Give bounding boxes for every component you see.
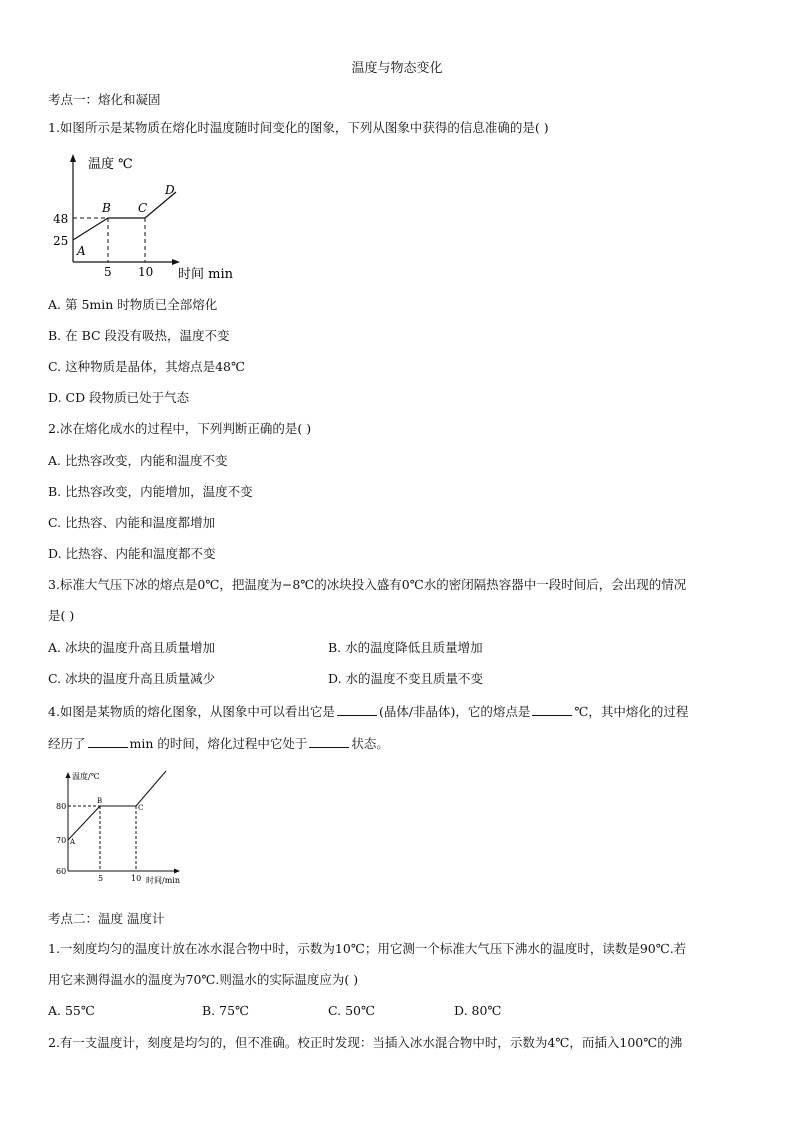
q1-graph-point-b: B: [102, 201, 111, 215]
q4-graph-tick-70: 70: [56, 836, 67, 845]
q5-stem-line2: 用它来测得温水的温度为70℃.则温水的实际温度应为( ): [48, 972, 359, 987]
q5-stem-line1: 1.一刻度均匀的温度计放在冰水混合物中时，示数为10℃；用它测一个标准大气压下沸水的温度时，读数是90℃.若: [48, 941, 687, 956]
q4-stem-part1: 4.如图是某物质的熔化图象，从图象中可以看出它是: [48, 704, 335, 719]
q1-graph-tick-25: 25: [53, 234, 69, 248]
q4-graph-tick-80: 80: [56, 802, 67, 811]
q2-option-c: C. 比热容、内能和温度都增加: [48, 515, 216, 530]
q4-blank-4: [309, 735, 349, 748]
q4-graph-tick-5: 5: [98, 874, 104, 883]
q5-option-c: C. 50℃: [328, 1003, 375, 1018]
q4-graph-ylabel: 温度/℃: [72, 772, 100, 781]
q3-option-a: A. 冰块的温度升高且质量增加: [48, 640, 215, 655]
q5-option-a: A. 55℃: [48, 1003, 95, 1018]
q1-option-d: D. CD 段物质已处于气态: [48, 390, 190, 405]
q1-graph-point-c: C: [138, 201, 148, 215]
q4-graph-point-a: A: [70, 838, 76, 846]
q1-stem: 1.如图所示是某物质在熔化时温度随时间变化的图象，下列从图象中获得的信息准确的是( ): [48, 120, 549, 135]
q4-graph-point-b: B: [97, 797, 103, 805]
q3-stem-line1: 3.标准大气压下冰的熔点是0℃，把温度为−8℃的冰块投入盛有0℃水的密闭隔热容器中一段时间后，会出现的情况: [48, 577, 687, 592]
q4-graph-tick-10: 10: [131, 874, 142, 883]
q2-option-b: B. 比热容改变，内能增加，温度不变: [48, 484, 253, 499]
page-title: 温度与物态变化: [351, 61, 443, 76]
q5-option-d: D. 80℃: [454, 1003, 502, 1018]
q1-option-a: A. 第 5min 时物质已全部熔化: [48, 297, 218, 312]
q4-stem-line2: [48, 735, 389, 752]
q4-graph-point-c: C: [138, 804, 144, 812]
q1-graph-xlabel: 时间 min: [178, 267, 233, 282]
q1-graph-tick-5: 5: [104, 265, 112, 279]
q4-stem-part5: min 的时间，熔化过程中它处于: [129, 736, 308, 751]
q4-blank-1: [337, 703, 377, 716]
q4-stem-part3: ℃，其中熔化的过程: [574, 704, 689, 719]
q4-stem-line1: [48, 703, 688, 720]
q4-graph: [48, 766, 198, 890]
q1-graph-ylabel: 温度 ℃: [88, 157, 133, 172]
q4-stem-part4: 经历了: [48, 736, 86, 751]
q2-option-d: D. 比热容、内能和温度都不变: [48, 546, 216, 561]
q1-graph: [48, 152, 248, 282]
q4-blank-2: [532, 703, 572, 716]
q4-graph-tick-60: 60: [56, 867, 67, 876]
q1-option-c: C. 这种物质是晶体，其熔点是48℃: [48, 359, 245, 374]
q3-option-c: C. 冰块的温度升高且质量减少: [48, 671, 216, 686]
q2-stem: 2.冰在熔化成水的过程中，下列判断正确的是( ): [48, 421, 312, 436]
q4-stem-part2: (晶体/非晶体)，它的熔点是: [378, 704, 531, 719]
q6-stem-line1: 2.有一支温度计，刻度是均匀的，但不准确。校正时发现：当插入冰水混合物中时，示数为4℃，而插入100℃的沸: [48, 1035, 683, 1050]
q1-graph-tick-10: 10: [138, 265, 154, 279]
q4-blank-3: [88, 735, 128, 748]
q2-option-a: A. 比热容改变，内能和温度不变: [48, 453, 228, 468]
q5-option-b: B. 75℃: [202, 1003, 250, 1018]
q4-graph-xlabel: 时间/min: [146, 876, 180, 885]
q1-graph-point-d: D: [165, 183, 175, 197]
section-heading-1: 考点一：熔化和凝固: [48, 92, 161, 107]
section-heading-2: 考点二：温度 温度计: [48, 911, 165, 926]
q1-graph-tick-48: 48: [53, 212, 69, 226]
q4-stem-part6: 状态。: [351, 736, 389, 751]
q1-graph-point-a: A: [77, 244, 86, 258]
q3-option-d: D. 水的温度不变且质量不变: [328, 671, 484, 686]
q3-stem-line2: 是( ): [48, 608, 75, 623]
q1-option-b: B. 在 BC 段没有吸热，温度不变: [48, 328, 230, 343]
q3-option-b: B. 水的温度降低且质量增加: [328, 640, 483, 655]
